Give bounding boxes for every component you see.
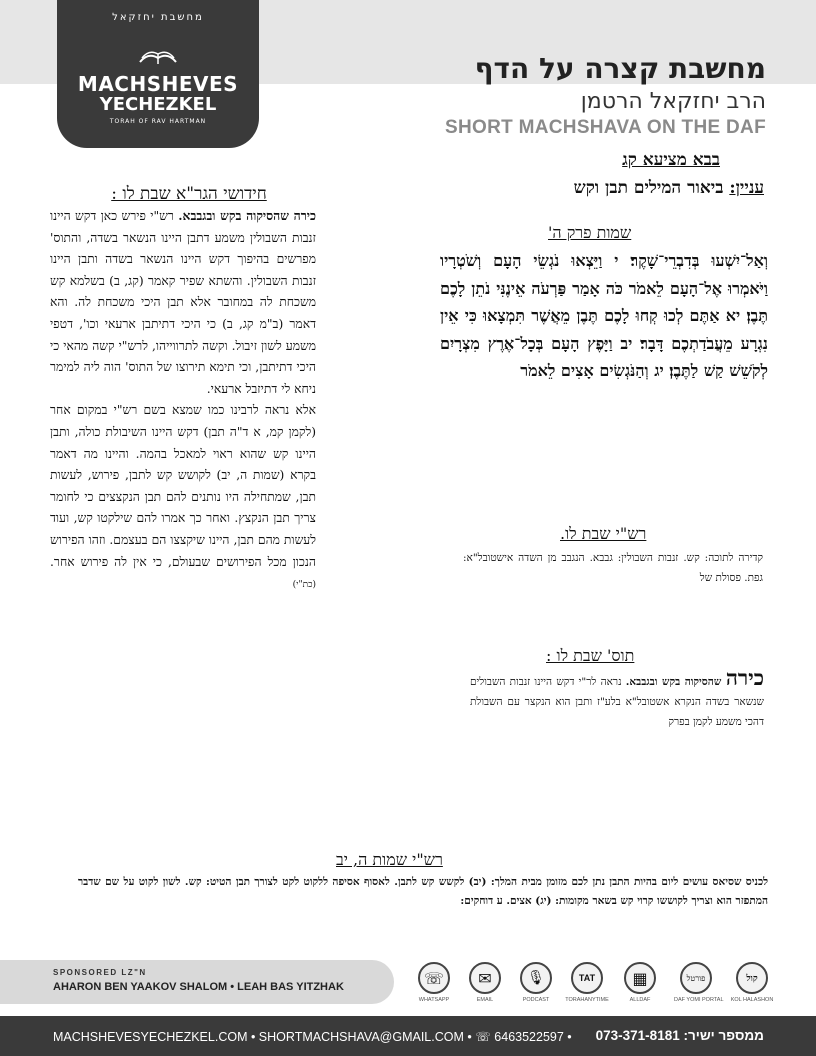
kol-halashon-icon: קול xyxy=(736,962,768,994)
gra-paragraph-2 xyxy=(50,400,316,596)
torahanytime-icon: TAT xyxy=(571,962,603,994)
topic-label: עניין: xyxy=(729,178,764,198)
link-icons xyxy=(412,962,778,1006)
whatsapp-caption: WHATSAPP xyxy=(418,997,450,1003)
topic-text: ביאור המילים תבן וקש xyxy=(573,178,730,198)
footer xyxy=(0,1016,816,1056)
email-icon: ✉ xyxy=(469,962,501,994)
logo-line2: YECHEZKEL xyxy=(99,94,217,115)
tosafos-lead-word: כירה xyxy=(725,665,764,690)
gra-paragraph-1 xyxy=(50,205,316,400)
sponsor-label: SPONSORED LZ"N xyxy=(53,968,147,977)
podcast-icon: 🎙 xyxy=(520,962,552,994)
rashi-shemos-title: רש"י שמות ה, יב xyxy=(336,850,443,869)
whatsapp-link[interactable] xyxy=(412,962,456,1003)
logo[interactable] xyxy=(57,0,259,148)
rabbi-name: הרב יחזקאל הרטמן xyxy=(580,89,766,114)
daf-reference: בבא מציעא קג xyxy=(622,150,720,170)
rashi-shabbos-text: קדירה לתוכה: קש. זנבות השבולין: גבבא. הנגבב מן השדה אישטובל"א: גפת. פסולת של xyxy=(463,552,763,584)
page-title: מחשבת קצרה על הדף xyxy=(474,52,766,85)
gra-lead: כירה שהסיקוה בקש ובגבבא. xyxy=(178,208,316,223)
gra-source: (כת"י) xyxy=(292,580,316,591)
daf-yomi-portal-caption: DAF YOMI PORTAL xyxy=(674,997,724,1003)
shemos-verse: וְאַל־יִשְׁעוּ בְּדִבְרֵי־שָׁקֶר׃ י וַיֵּצְאוּ נֹגְשֵׂי הָעָם וְשֹׁטְרָיו וַיֹּאמְרוּ אֶל־הָעָם לֵאמֹר כֹּה אָמַר פַּרְעֹה אֵינֶנִּי נֹתֵן לָכֶם תֶּבֶן׃ יא אַתֶּם לְכוּ קְחוּ לָכֶם תֶּבֶן מֵאֲשֶׁר תִּמְצָאוּ כִּי אֵין נִגְרָע מֵעֲבֹדַתְכֶם דָּבָר׃ יב וַיָּפֶץ הָעָם בְּכָל־אֶרֶץ מִצְרָיִם לְקֹשֵׁשׁ קַשׁ לַתֶּבֶן׃ יג וְהַנֹּגְשִׂים אָצִים לֵאמֹר xyxy=(440,251,768,380)
tosafos-title: תוס' שבת לו : xyxy=(546,646,635,665)
kol-halashon-link[interactable] xyxy=(730,962,774,1003)
gra-title: חידושי הגר"א שבת לו : xyxy=(111,184,267,204)
kol-halashon-caption: KOL HALASHON xyxy=(730,997,774,1003)
shemos-title: שמות פרק ה' xyxy=(548,223,632,242)
gra-body xyxy=(50,205,316,597)
tosafos-body: נראה לר"י דקש היינו זנבות השבולים שנשאר בשדה הנקרא אשטובל"א בלע"ז ותבן הוא הנקצר עם השבולת דהכי משמע לקמן בפרק xyxy=(470,676,764,728)
footer-phone[interactable]: ממספר ישיר: 073-371-8181 xyxy=(595,1028,764,1043)
tosafos-text xyxy=(470,665,764,732)
podcast-caption: PODCAST xyxy=(522,997,550,1003)
tosafos-lead: שהסיקוה בקש ובגבבא. xyxy=(625,676,726,688)
rashi-shemos-text: לכניס שסיאס עושים ליום בהיות התבן נתן לכם מזומן מבית המלך: (יב) לקשש קש לתבן. לאסוף אסיפה ללקוט לקט לצורך תבן הטיט: קש. לשון לקוט על שם שדבר המתפזר הוא וצריך לקוששו קרוי קש בשאר מקומות: (יג) אצים. ע דוחקים: xyxy=(78,876,768,907)
sponsor-names: AHARON BEN YAAKOV SHALOM • LEAH BAS YITZHAK xyxy=(53,981,344,993)
topic-line xyxy=(574,178,764,198)
email-link[interactable] xyxy=(463,962,507,1003)
daf-yomi-portal-icon: פורטל xyxy=(680,962,712,994)
logo-line1: MACHSHEVES xyxy=(77,72,239,96)
alldaf-icon: ▦ xyxy=(624,962,656,994)
alldaf-link[interactable] xyxy=(618,962,662,1003)
daf-yomi-portal-link[interactable] xyxy=(674,962,724,1003)
footer-contact[interactable]: MACHSHEVESYECHEZKEL.COM • SHORTMACHSHAVA@GMAIL.COM • ☏ 6463522597 • xyxy=(53,1030,572,1044)
sponsor-band xyxy=(0,960,394,1004)
gra-p2-text: אלא נראה לרבינו כמו שמצא בשם רש"י במקום אחר (לקמן קמ, א ד"ה תבן) דקש היינו השיבולת כולה, ותבן היינו קש שהוא ראוי למאכל בהמה. והיינו מה דאמר בקרא (שמות ה, יב) לקושש קש לתבן, פירוש, לעשות תבן, שמתחילה היו נותנים להם תבן הנקצצים כי לחומר צריך תבן הנקצץ. ואחר כך אמרו להם שילקטו קש, ועוד לעשות מהם תבן, היינו שיקצצו הם בעצמם. וזהו הפירוש הנכון מכל הפירושים שבעולם, כי אין לה פירוש אחר. xyxy=(50,403,316,569)
book-icon xyxy=(138,44,178,66)
gra-p1-text: רש"י פירש כאן דקש היינו זנבות השבולין משמע דתבן היינו הנשאר בשדה, והתוס' מפרשים בהיפוך דקש היינו הנשאר בשדה ותבן היינו זנבות השבולין. והשתא שפיר קאמר (קג, ב) בשלמא קש משכחת לה במחובר אלא תבן היכי משכחת לה. והא דאמר (ב"מ קג, ב) כי היכי דתיתבן ארעאי וכו', דטפי משמע לשון זיבול. וקשה לתרווייהו, לרש"י קשה מהאי כי היכי דתיתבן, וכי תימא תירוצו של התוס' הוה ליה למימר ניחא לי דתיזבל ארעאי. xyxy=(50,209,316,396)
rashi-shabbos-title: רש"י שבת לו. xyxy=(560,524,647,543)
logo-hebrew: מחשבת יחזקאל xyxy=(112,12,204,23)
podcast-link[interactable] xyxy=(514,962,558,1003)
english-title: SHORT MACHSHAVA ON THE DAF xyxy=(445,117,766,138)
torahanytime-caption: TORAHANYTIME xyxy=(565,997,609,1003)
alldaf-caption: ALLDAF xyxy=(629,997,651,1003)
logo-tagline: TORAH OF RAV HARTMAN xyxy=(109,118,207,125)
torahanytime-link[interactable] xyxy=(565,962,609,1003)
whatsapp-icon: ☏ xyxy=(418,962,450,994)
email-caption: EMAIL xyxy=(476,997,494,1003)
